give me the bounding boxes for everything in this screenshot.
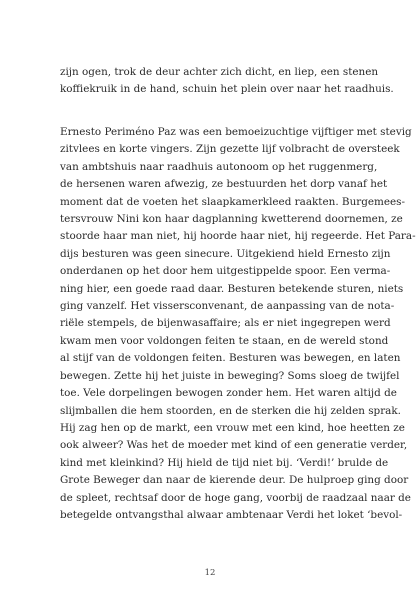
text-line: kwam men voor voldongen feiten te staan, en de wereld stond [60,334,389,347]
text-line: Hij zag hen op de markt, een vrouw met een kind, hoe heetten ze [60,421,405,434]
text-line: stoorde haar man niet, hij hoorde haar niet, hij regeerde. Het Para- [60,230,416,243]
text-line: Ernesto Periméno Paz was een bemoeizuchtige vijftiger met stevig [60,126,412,138]
text-line: riële stempels, de bijenwasaffaire; als er niet ingegrepen werd [60,317,391,330]
text-line: toe. Vele dorpelingen bewogen zonder hem. Het waren altijd de [60,387,397,400]
paragraph-1 [60,64,394,99]
text-line: koffiekruik in de hand, schuin het plein over naar het raadhuis. [60,83,394,96]
text-line: ging vanzelf. Het vissersconvenant, de aanpassing van de nota- [60,300,395,313]
text-line: Grote Beweger dan naar de kierende deur. De hulproep ging door [60,474,409,487]
text-line: de hersenen waren afwezig, ze bestuurden het dorp vanaf het [60,178,388,191]
text-line: kind met kleinkind? Hij hield de tijd niet bij. ‘Verdi!’ brulde de [60,456,389,469]
text-line: de spleet, rechtsaf door de hoge gang, voorbij de raadzaal naar de [60,491,411,504]
text-line: al stijf van de voldongen feiten. Besturen was bewegen, en laten [60,352,401,365]
text-line: onderdanen op het door hem uitgestippelde spoor. Een verma- [60,265,391,278]
paragraph-2 [60,124,416,524]
text-line: zitvlees en korte vingers. Zijn gezette lijf volbracht de oversteek [60,143,400,156]
page-number: 12 [204,568,216,578]
text-line: dijs besturen was geen sinecure. Uitgekiend hield Ernesto zijn [60,247,391,260]
text-line: moment dat de voeten het slaapkamerkleed raakten. Burgemees- [60,195,406,208]
text-line: betegelde ontvangsthal alwaar ambtenaar Verdi het loket ‘bevol- [60,508,403,521]
text-line: zijn ogen, trok de deur achter zich dicht, en liep, een stenen [60,66,379,78]
text-line: ook alweer? Was het de moeder met kind of een generatie verder, [60,439,408,452]
text-line: van ambtshuis naar raadhuis autonoom op het ruggenmerg, [60,160,378,173]
text-line: bewegen. Zette hij het juiste in beweging? Soms sloeg de twijfel [60,369,400,382]
text-line: ning hier, een goede raad daar. Besturen betekende sturen, niets [60,282,404,295]
text-line: tersvrouw Nini kon haar dagplanning kwetterend doornemen, ze [60,213,403,226]
text-line: slijmballen die hem stoorden, en de sterken die hij zelden sprak. [60,404,401,417]
